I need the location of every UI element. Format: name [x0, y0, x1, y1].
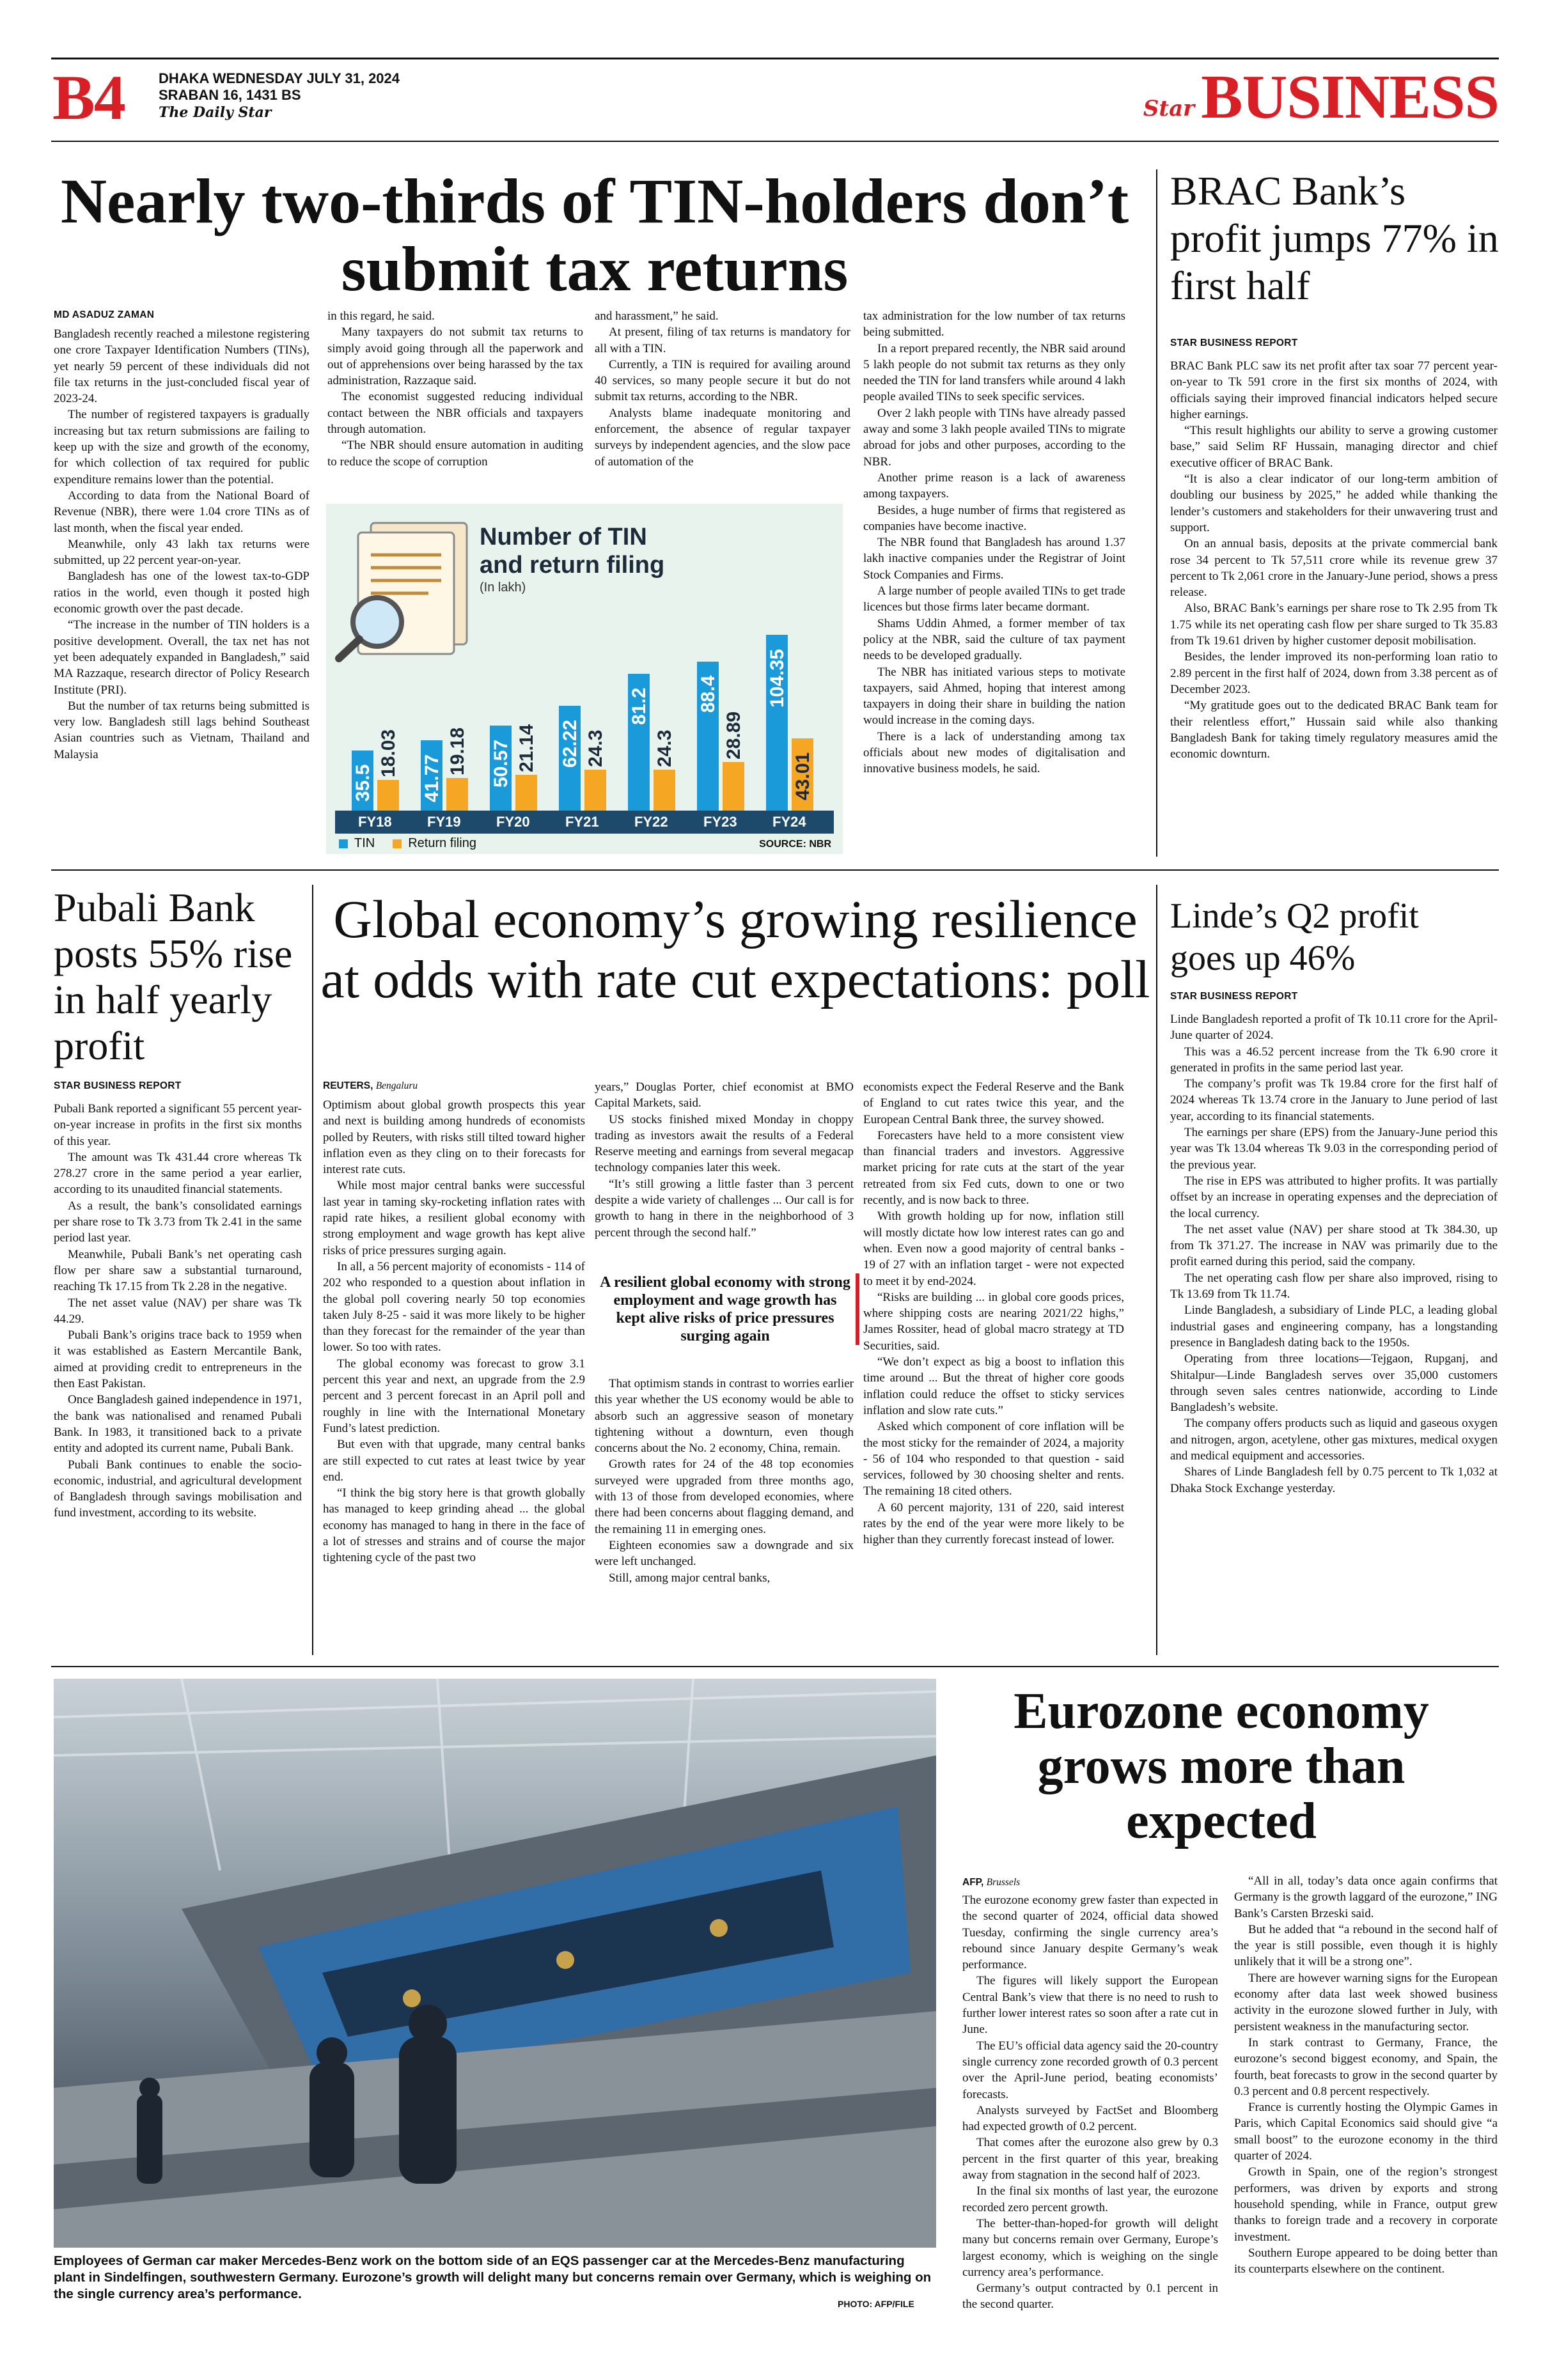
paragraph: The EU’s official data agency said the 20-country single currency zone recorded growth of 0.3 percent over the April-June period, beating economists’ forecasts.	[962, 2039, 1218, 2101]
paragraph: Shares of Linde Bangladesh fell by 0.75 percent to Tk 1,032 at Dhaka Stock Exchange yesterday.	[1170, 1465, 1498, 1495]
paragraph: Once Bangladesh gained independence in 1971, the bank was nationalised and renamed Pubali Bank. In 1983, it transitioned back to a private entity and adopted its current name, Pubali Bank.	[54, 1393, 302, 1456]
paragraph: “Risks are building ... in global core goods prices, where shipping costs are nearing 2021/22 highs,” James Rossiter, head of global macro strategy at TD Securities, said.	[863, 1290, 1124, 1353]
brac-headline: BRAC Bank’s profit jumps 77% in first half	[1170, 168, 1499, 308]
paragraph: economists expect the Federal Reserve and the Bank of England to cut rates twice this year, and the European Central Bank three, the survey showed.	[863, 1080, 1124, 1126]
paragraph: In all, a 56 percent majority of economists - 114 of 202 who responded to a question about inflation in the global poll covering nearly 50 top economies taken July 8-25 - said it was more likely to be higher than they forecast for the remainder of the year than lower. So too with rates.	[323, 1259, 585, 1355]
paragraph: The economist suggested reducing individual contact between the NBR officials and taxpayers through automation.	[327, 390, 583, 437]
global-column-3	[863, 1079, 1124, 1548]
linde-body	[1170, 1011, 1498, 1497]
eurozone-column-2	[1234, 1873, 1498, 2277]
category-label: FY20	[496, 814, 530, 830]
pubali-headline: Pubali Bank posts 55% rise in half yearly profit	[54, 885, 293, 1068]
paragraph: Southern Europe appeared to be doing better than its counterparts elsewhere on the continent.	[1234, 2246, 1498, 2276]
global-headline: Global economy’s growing resilience at odds with rate cut expectations: poll	[320, 890, 1150, 1009]
eurozone-byline: AFP,	[962, 1877, 984, 1888]
paragraph: Still, among major central banks,	[609, 1571, 771, 1585]
paragraph: “The NBR should ensure automation in auditing to reduce the scope of corruption	[327, 439, 583, 469]
bar-value-label: 43.01	[792, 752, 813, 800]
lead-column-3	[595, 308, 850, 470]
paragraph: A 60 percent majority, 131 of 220, said interest rates by the end of the year were more likely to be higher than they currently forecast instead of lower.	[863, 1500, 1124, 1547]
column-divider	[312, 885, 313, 1655]
global-column-2-bottom	[595, 1376, 854, 1586]
category-label: FY24	[772, 814, 806, 830]
paragraph: Growth in Spain, one of the region’s strongest performers, was driven by exports and strong household spending, while in France, output grew thanks to foreign trade and a recovery in corporate investment.	[1234, 2165, 1498, 2244]
paragraph: “It is also a clear indicator of our long-term ambition of doubling our business by 2025,” he added while thanking the lender’s customers and stakeholders for their unwavering trust and support.	[1170, 472, 1498, 534]
section-title: BUSINESS	[1201, 63, 1499, 132]
paragraph: The net asset value (NAV) per share stood at Tk 384.30, up from Tk 371.27. The increase in NAV was primarily due to the profit earned during this period, said the company.	[1170, 1222, 1498, 1269]
bar-value-label: 18.03	[378, 729, 399, 778]
paragraph: Many taxpayers do not submit tax returns to simply avoid going through all the paperwork and out of apprehensions over being harassed by the tax administration, Razzaque said.	[327, 325, 583, 388]
chart-subtitle: (In lakh)	[480, 580, 526, 595]
column-divider	[1156, 169, 1157, 857]
section-rule	[51, 1666, 1499, 1667]
paragraph: Also, BRAC Bank’s earnings per share rose to Tk 2.95 from Tk 1.75 while its net operating cash flow per share surged to Tk 35.83 from Tk 19.61 driven by higher customer deposit mobilisation.	[1170, 602, 1498, 648]
pubali-byline: STAR BUSINESS REPORT	[54, 1080, 182, 1091]
paragraph: Pubali Bank’s origins trace back to 1959 when it was established as Eastern Mercantile Bank, aimed at providing credit to entrepreneurs in the then East Pakistan.	[54, 1328, 302, 1391]
paragraph: Analysts blame inadequate monitoring and enforcement, the absence of regular taxpayer surveys by independent agencies, and the slow pace of automation of the	[595, 406, 850, 469]
paragraph: Analysts surveyed by FactSet and Bloomberg had expected growth of 0.2 percent.	[962, 2103, 1218, 2134]
paragraph: Forecasters have held to a more consistent view than financial traders and investors. Aggressive market pricing for rate cuts at the start of the year retreated from six Fed cuts, down to one or two recently, and is now back to three.	[863, 1128, 1124, 1208]
paragraph: The net operating cash flow per share also improved, rising to Tk 13.69 from Tk 11.74.	[1170, 1271, 1498, 1302]
paragraph: The company’s profit was Tk 19.84 crore for the first half of 2024 whereas Tk 13.74 crore in the January to June period of last year, according to its financial statements.	[1170, 1077, 1498, 1123]
paragraph: That optimism stands in contrast to worries earlier this year whether the US economy would be able to absorb such an aggressive season of monetary tightening without a downturn, even though concerns about the No. 2 economy, China, remain.	[595, 1377, 854, 1456]
paragraph: tax administration for the low number of tax returns being submitted.	[863, 309, 1125, 339]
paragraph: But even with that upgrade, many central banks are still expected to cut rates at least twice by year end.	[323, 1438, 585, 1484]
eurozone-byline-block	[962, 1877, 1020, 1888]
bar-value-label: 19.18	[447, 727, 468, 776]
paragraph: A large number of people availed TINs to get trade licences but those firms later became dormant.	[863, 584, 1125, 614]
category-label: FY21	[565, 814, 599, 830]
paragraph: The figures will likely support the European Central Bank’s view that there is no need to rush to further lower interest rates so soon after a rate cut in June.	[962, 1974, 1218, 2037]
bangla-date: SRABAN 16, 1431 BS	[159, 87, 301, 103]
paragraph: The company offers products such as liquid and gaseous oxygen and nitrogen, argon, acetylene, other gas mixtures, medical oxygen and medical equipment and accessories.	[1170, 1417, 1498, 1463]
section-rule	[51, 869, 1499, 871]
dateline: DHAKA WEDNESDAY JULY 31, 2024	[159, 70, 400, 86]
star-logo: Star	[1143, 96, 1195, 121]
paragraph: and harassment,” he said.	[595, 309, 719, 323]
bar-return-fy22	[654, 770, 675, 811]
category-label: FY18	[358, 814, 392, 830]
column-divider	[1156, 885, 1157, 1655]
paragraph: The net asset value (NAV) per share was Tk 44.29.	[54, 1296, 302, 1326]
pull-quote	[600, 1273, 859, 1345]
pull-quote-text: A resilient global economy with strong employment and wage growth has kept alive risks of price pressures surging again	[600, 1274, 850, 1344]
category-label: FY22	[634, 814, 668, 830]
lead-column-2	[327, 308, 583, 470]
bar-value-label: 81.2	[629, 687, 650, 725]
paragraph: But the number of tax returns being submitted is very low. Bangladesh still lags behind Southeast Asian countries such as Vietnam, Thailand and Malaysia	[54, 699, 309, 761]
factory-photo-illustration	[54, 1679, 936, 2248]
bar-return-fy18	[377, 780, 399, 811]
lead-byline: MD ASADUZ ZAMAN	[54, 309, 155, 320]
bar-value-label: 50.57	[490, 739, 512, 788]
paragraph: “This result highlights our ability to serve a growing customer base,” said Selim RF Hussain, managing director and chief executive officer of BRAC Bank.	[1170, 424, 1498, 470]
paragraph: Besides, a huge number of firms that registered as companies have become inactive.	[863, 503, 1125, 533]
paragraph: Besides, the lender improved its non-performing loan ratio to 2.89 percent in the first half of 2024, down from 3.38 percent as of December 2023.	[1170, 650, 1498, 696]
brac-body	[1170, 358, 1498, 762]
paragraph: The global economy was forecast to grow 3.1 percent this year and next, an upgrade from the 2.9 percent and 3 percent forecast in an April poll and roughly in line with the International Monetary Fund’s latest prediction.	[323, 1357, 585, 1435]
bar-return-fy23	[723, 762, 744, 811]
masthead-bottom-rule	[51, 141, 1499, 142]
paragraph: But he added that “a rebound in the second half of the year is still possible, even though it is highly unlikely that it will be a strong one”.	[1234, 1922, 1498, 1969]
pubali-body	[54, 1101, 302, 1521]
paragraph: Currently, a TIN is required for availing around 40 services, so many people secure it but do not submit tax returns, according to the NBR.	[595, 357, 850, 404]
paragraph: Over 2 lakh people with TINs have already passed away and some 3 lakh people availed TINs to migrate abroad for jobs and other purposes, according to the NBR.	[863, 406, 1125, 469]
lead-column-1	[54, 326, 309, 763]
paragraph: Meanwhile, Pubali Bank’s net operating cash flow per share saw a substantial turnaround, reaching Tk 17.15 from Tk 2.28 in the negative.	[54, 1247, 302, 1294]
category-label: FY23	[703, 814, 737, 830]
global-byline: REUTERS,	[323, 1080, 373, 1091]
paragraph: “The increase in the number of TIN holders is a positive development. Overall, the tax net has not yet been adequately expanded in Bangladesh,” said MA Razzaque, research director of Policy Research Institute (PRI).	[54, 618, 309, 697]
paragraph: “My gratitude goes out to the dedicated BRAC Bank team for their relentless effort,” Hussain said while also thanking Bangladesh Bank for taking timely regulatory measures amid the economic downturn.	[1170, 699, 1498, 761]
bar-value-label: 35.5	[352, 765, 373, 802]
paragraph: “All in all, today’s data once again confirms that Germany is the growth laggard of the eurozone,” ING Bank’s Carsten Brzeski said.	[1234, 1874, 1498, 1920]
bar-value-label: 24.3	[654, 729, 675, 767]
paragraph: Another prime reason is a lack of awareness among taxpayers.	[863, 471, 1125, 501]
paragraph: Pubali Bank continues to enable the socio-economic, industrial, and agricultural development of Bangladesh through savings mobilisation and fund investment, according to its website.	[54, 1458, 302, 1520]
global-byline-place: Bengaluru	[375, 1080, 418, 1091]
category-label: FY19	[427, 814, 461, 830]
paragraph: According to data from the National Board of Revenue (NBR), there were 1.04 crore TINs as of last month, when the fiscal year ended.	[54, 488, 309, 535]
bar-value-label: 104.35	[767, 649, 788, 708]
linde-byline: STAR BUSINESS REPORT	[1170, 991, 1298, 1002]
paragraph: “I think the big story here is that growth globally has managed to keep grinding ahead ... the global economy has managed to hang in there in the face of a lot of stresses and strains and of course the major tightening cycle of the past two	[323, 1486, 585, 1565]
bar-value-label: 21.14	[516, 724, 537, 773]
lead-headline: Nearly two-thirds of TIN-holders don’t submit tax returns	[60, 166, 1129, 304]
global-column-2-top	[595, 1079, 854, 1241]
paragraph: Operating from three locations—Tejgaon, Rupganj, and Shitalpur—Linde Bangladesh serves over 35,000 customers through seven sales centres nationwide, according to Linde Bangladesh’s website.	[1170, 1352, 1498, 1415]
paragraph: Meanwhile, only 43 lakh tax returns were submitted, up 22 percent year-on-year.	[54, 537, 309, 568]
paragraph: Asked which component of core inflation will be the most sticky for the remainder of 2024, a majority - 56 of 104 who responded to that question - said services, followed by 30 choosing shelter and rents. The remaining 18 cited others.	[863, 1420, 1124, 1498]
eurozone-headline: Eurozone economy grows more than expected	[1014, 1683, 1429, 1849]
page-dateline-block	[159, 70, 400, 121]
paragraph: While most major central banks were successful last year in taming sky-rocketing inflation rates with rapid rate hikes, a resilient global economy with strong employment and wage growth has kept alive risks of price pressures surging again.	[323, 1179, 585, 1257]
chart-plot-area	[326, 504, 843, 854]
paragraph: The NBR has initiated various steps to motivate taxpayers, said Ahmed, hoping that interest among taxpayers in doing their share in building the nation would increase in the coming days.	[863, 665, 1125, 727]
lead-column-4	[863, 308, 1125, 777]
eurozone-byline-place: Brussels	[986, 1877, 1021, 1888]
eurozone-column-1	[962, 1892, 1218, 2313]
bar-return-fy21	[584, 770, 606, 811]
paragraph: Bangladesh has one of the lowest tax-to-GDP ratios in the world, even though it posted high economic growth over the past decade.	[54, 570, 309, 616]
factory-photo	[54, 1679, 936, 2248]
tin-chart	[326, 504, 843, 854]
brac-byline: STAR BUSINESS REPORT	[1170, 338, 1298, 348]
masthead-top-rule	[51, 58, 1499, 59]
paragraph: The better-than-hoped-for growth will delight many but concerns remain over Germany, Europe’s largest economy, which is weighing on the single currency area’s performance.	[962, 2216, 1218, 2279]
bar-value-label: 28.89	[723, 711, 744, 759]
bar-value-label: 41.77	[421, 754, 442, 802]
paragraph: At present, filing of tax returns is mandatory for all with a TIN.	[595, 325, 850, 355]
paragraph: Germany’s output contracted by 0.1 percent in the second quarter.	[962, 2282, 1218, 2312]
paragraph: Linde Bangladesh, a subsidiary of Linde PLC, a leading global industrial gases and engineering company, has a longstanding presence in Bangladesh dating back to the 1950s.	[1170, 1303, 1498, 1349]
paragraph: This was a 46.52 percent increase from the Tk 6.90 crore it generated in profits in the same period last year.	[1170, 1045, 1498, 1075]
section-header	[1143, 64, 1499, 130]
paragraph: In a report prepared recently, the NBR said around 5 lakh people do not submit tax returns as they only needed the TIN for land transfers while around 4 lakh people availed TINs to seek specific services.	[863, 341, 1125, 404]
paragraph: The rise in EPS was attributed to higher profits. It was partially offset by an increase in operating expenses and the depreciation of the local currency.	[1170, 1174, 1498, 1220]
bar-value-label: 88.4	[698, 675, 719, 713]
paragraph: The number of registered taxpayers is gradually increasing but tax return submissions are failing to keep up with the size and growth of the economy, for which collection of tax required for public expenditure remains lower than the potential.	[54, 408, 309, 486]
global-byline-block	[323, 1080, 418, 1092]
bar-return-fy19	[446, 778, 468, 811]
paragraph: Growth rates for 24 of the 48 top economies surveyed were upgraded from three months ago, with 13 of those from developed economies, where there had been concerns about flagging demand, and the remaining 11 in emerging ones.	[595, 1458, 854, 1536]
legend-label-return: Return filing	[408, 836, 476, 850]
paragraph: Linde Bangladesh reported a profit of Tk 10.11 crore for the April-June quarter of 2024.	[1170, 1013, 1498, 1043]
photo-credit: PHOTO: AFP/FILE	[838, 2299, 914, 2309]
paragraph: In the final six months of last year, the eurozone recorded zero percent growth.	[962, 2184, 1218, 2214]
paper-name: The Daily Star	[159, 104, 272, 121]
paragraph: There are however warning signs for the European economy after data last week showed business activity in the eurozone slowed further in July, with persistent weakness in the manufacturing sector.	[1234, 1971, 1498, 2034]
paragraph: Shams Uddin Ahmed, a former member of tax policy at the NBR, said the culture of tax payment needs to be developed gradually.	[863, 616, 1125, 663]
paragraph: US stocks finished mixed Monday in choppy trading as investors await the results of a Federal Reserve meeting and earnings from several megacap technology companies later this week.	[595, 1112, 854, 1175]
paragraph: Pubali Bank reported a significant 55 percent year-on-year increase in profits in the first six months of this year.	[54, 1102, 302, 1148]
paragraph: The earnings per share (EPS) from the January-June period this year was Tk 13.04 whereas Tk 9.03 in the corresponding period of the previous year.	[1170, 1126, 1498, 1172]
legend-label-tin: TIN	[354, 836, 375, 850]
bar-value-label: 24.3	[585, 729, 606, 767]
paragraph: The amount was Tk 431.44 crore whereas Tk 278.27 crore in the same period a year earlier, according to its unaudited financial statements.	[54, 1150, 302, 1197]
paragraph: In stark contrast to Germany, France, the eurozone’s second biggest economy, and Spain, the fourth, beat forecasts to grow in the second quarter by 0.3 percent and 0.8 percent respectively.	[1234, 2035, 1498, 2098]
paragraph: As a result, the bank’s consolidated earnings per share rose to Tk 3.73 from Tk 2.41 in the same period last year.	[54, 1199, 302, 1245]
linde-headline: Linde’s Q2 profit goes up 46%	[1170, 896, 1419, 978]
paragraph: The NBR found that Bangladesh has around 1.37 lakh inactive companies under the Registrar of Joint Stock Companies and Firms.	[863, 536, 1125, 582]
paragraph: The eurozone economy grew faster than expected in the second quarter of 2024, official data showed Tuesday, confirming the single currency area’s rebound since January despite Germany’s weak performance.	[962, 1894, 1218, 1972]
global-column-1	[323, 1097, 585, 1566]
photo-caption: Employees of German car maker Mercedes-Benz work on the bottom side of an EQS passenger car at the Mercedes-Benz manufacturing plant in Sindelfingen, southwestern Germany. Eurozone’s growth will delight many but concerns remain over Germany, which is weighing on the single currency area’s performance.	[54, 2253, 932, 2301]
paragraph: “We don’t expect as big a boost to inflation this time around ... But the threat of higher core goods inflation could reduce the offset to sticky services inflation and slow rate cuts.”	[863, 1355, 1124, 1417]
chart-source: SOURCE: NBR	[759, 839, 831, 850]
paragraph: BRAC Bank PLC saw its net profit after tax soar 77 percent year-on-year to Tk 591 crore in the first six months of 2024, with officials saying their improved financial indicators helped secure higher earnings.	[1170, 359, 1498, 421]
paragraph: Bangladesh recently reached a milestone registering one crore Taxpayer Identification Numbers (TINs), yet nearly 59 percent of these individuals did not file tax returns in the just-concluded fiscal year of 2023-24.	[54, 327, 309, 406]
page-number: B4	[52, 62, 125, 133]
paragraph: France is currently hosting the Olympic Games in Paris, which Capital Economics said should give “a small boost” to the eurozone economy in the third quarter of 2024.	[1234, 2101, 1498, 2163]
paragraph: Eighteen economies saw a downgrade and six were left unchanged.	[595, 1538, 854, 1569]
paragraph: There is a lack of understanding among tax officials about new modes of digitalisation and innovative business models, he said.	[863, 729, 1125, 776]
chart-title: Number of TIN and return filing	[480, 524, 665, 579]
bar-value-label: 62.22	[560, 719, 581, 768]
paragraph: years,” Douglas Porter, chief economist at BMO Capital Markets, said.	[595, 1080, 854, 1110]
paragraph: in this regard, he said.	[327, 309, 435, 323]
paragraph: “It’s still growing a little faster than 3 percent despite a wide variety of challenges ... Our call is for growth to hang in there in the neighborhood of 3 percent through the second half.”	[595, 1177, 854, 1240]
paragraph: That comes after the eurozone also grew by 0.3 percent in the first quarter of this year, breaking away from stagnation in the second half of 2023.	[962, 2136, 1218, 2182]
bar-return-fy20	[515, 775, 537, 811]
paragraph: Optimism about global growth prospects this year and next is building among hundreds of economists polled by Reuters, with risks still tilted toward higher inflation even as they cling on to their forecasts for interest rate cuts.	[323, 1098, 585, 1177]
paragraph: On an annual basis, deposits at the private commercial bank rose 34 percent to Tk 57,511 crore while its revenue grew 37 percent to Tk 2,061 crore in the January-June period, shows a press release.	[1170, 537, 1498, 600]
paragraph: With growth holding up for now, inflation still will mostly dictate how low interest rates can go and when. Even now a good majority of central banks - 19 of 27 with an inflation target - were not expected to meet it by end-2024.	[863, 1209, 1124, 1288]
